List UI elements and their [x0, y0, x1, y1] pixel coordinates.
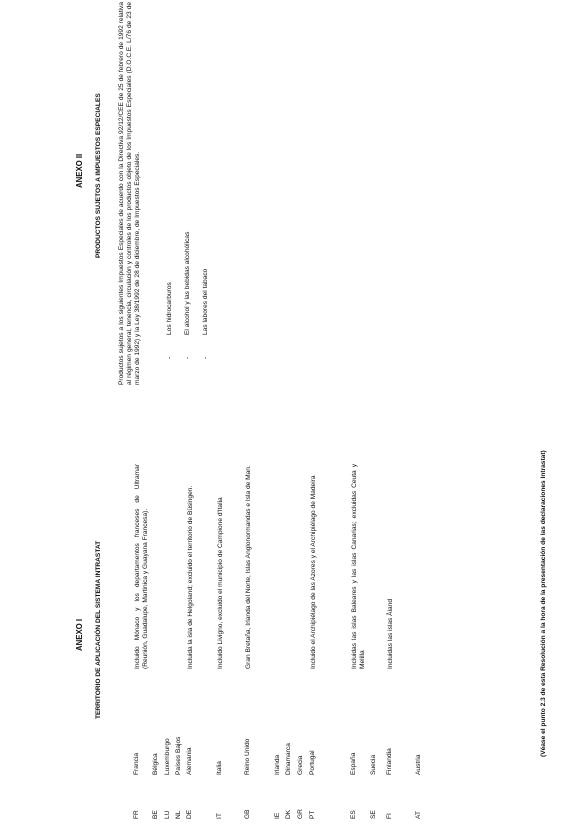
- country-name: Reino Unido: [244, 738, 251, 775]
- bullet-dash: -: [166, 356, 173, 359]
- country-name: Grecia: [297, 755, 304, 775]
- country-name: Alemania: [186, 747, 193, 775]
- country-name: Portugal: [309, 750, 316, 775]
- country-note: Incluido el Archipiélago de las Azores y el Archipiélago de Madeira: [310, 475, 317, 669]
- country-code: GR: [297, 809, 304, 819]
- country-name: Irlanda: [274, 754, 281, 775]
- anexo-2-paragraph: Productos sujetos a los siguientes Impuestos Especiales de acuerdo con la Directiva 92/12/CEE de 25 de febrero de 1992 relativa al régimen general, tenencia, circulación y controles de los productos objeto de los Impuestos Especiales (D.O.C.E. L/76 de 23 de marzo de 1992) y la Ley 38/1992 de 28 de diciembre, de Impuestos Especiales.: [118, 2, 141, 385]
- country-name: España: [350, 752, 357, 775]
- country-name: Países Bajos: [175, 736, 182, 775]
- bullet-dash: -: [202, 356, 209, 359]
- country-code: DK: [285, 809, 292, 819]
- country-code: SE: [370, 810, 377, 819]
- anexo-1-title: ANEXO I: [75, 618, 84, 651]
- country-code: NL: [175, 810, 182, 819]
- country-note: Incluida la isla de Helgoland; excluido el territorio de Büsingen.: [187, 485, 194, 669]
- list-item-text: Las labores del tabaco: [202, 268, 209, 335]
- country-note: Incluido Mónaco y los departamentos franceses de Ultramar (Reunión, Guadalupe, Martinica y Guayana Francesa).: [134, 464, 149, 669]
- country-note: Incluido Livigno, excluido el municipio de Campione d'Italia: [217, 497, 224, 669]
- country-note: Incluidas las islas Åland: [387, 598, 394, 669]
- country-code: IT: [216, 813, 223, 819]
- country-code: LU: [164, 810, 171, 819]
- anexo-1-footer: (Véase el punto 2.3 de esta Resolución a la hora de la presentación de las declaraciones Intrastat): [540, 450, 547, 757]
- country-code: AT: [415, 811, 422, 819]
- country-code: DE: [186, 809, 193, 819]
- country-code: FR: [133, 810, 140, 819]
- country-code: PT: [309, 810, 316, 819]
- list-item-text: Los hidrocarburos: [166, 282, 173, 335]
- country-name: Finlandia: [386, 748, 393, 775]
- country-note: Gran Bretaña, Irlanda del Norte, Islas Anglonormandas e Isla de Man.: [245, 465, 252, 669]
- bullet-dash: -: [184, 356, 191, 359]
- country-code: BE: [152, 810, 159, 819]
- country-name: Suecia: [370, 754, 377, 775]
- anexo-2-subtitle: PRODUCTOS SUJETOS A IMPUESTOS ESPECIALES: [95, 93, 102, 258]
- country-name: Bélgica: [152, 753, 159, 775]
- country-code: FI: [386, 813, 393, 819]
- anexo-1-subtitle: TERRITORIO DE APLICACIÓN DEL SISTEMA INTRASTAT: [95, 540, 102, 719]
- country-code: GB: [244, 809, 251, 819]
- anexo-2-title: ANEXO II: [75, 153, 84, 188]
- country-name: Dinamarca: [285, 743, 292, 775]
- country-name: Italia: [216, 761, 223, 775]
- country-name: Luxemburgo: [164, 738, 171, 775]
- country-code: ES: [350, 810, 357, 819]
- country-code: IE: [274, 812, 281, 819]
- country-name: Francia: [133, 753, 140, 775]
- list-item-text: El alcohol y las bebidas alcohólicas: [184, 231, 191, 335]
- country-note: Incluidas las islas Baleares y las islas Canarias; excluidas Ceuta y Melilla: [351, 464, 366, 669]
- country-name: Austria: [415, 754, 422, 775]
